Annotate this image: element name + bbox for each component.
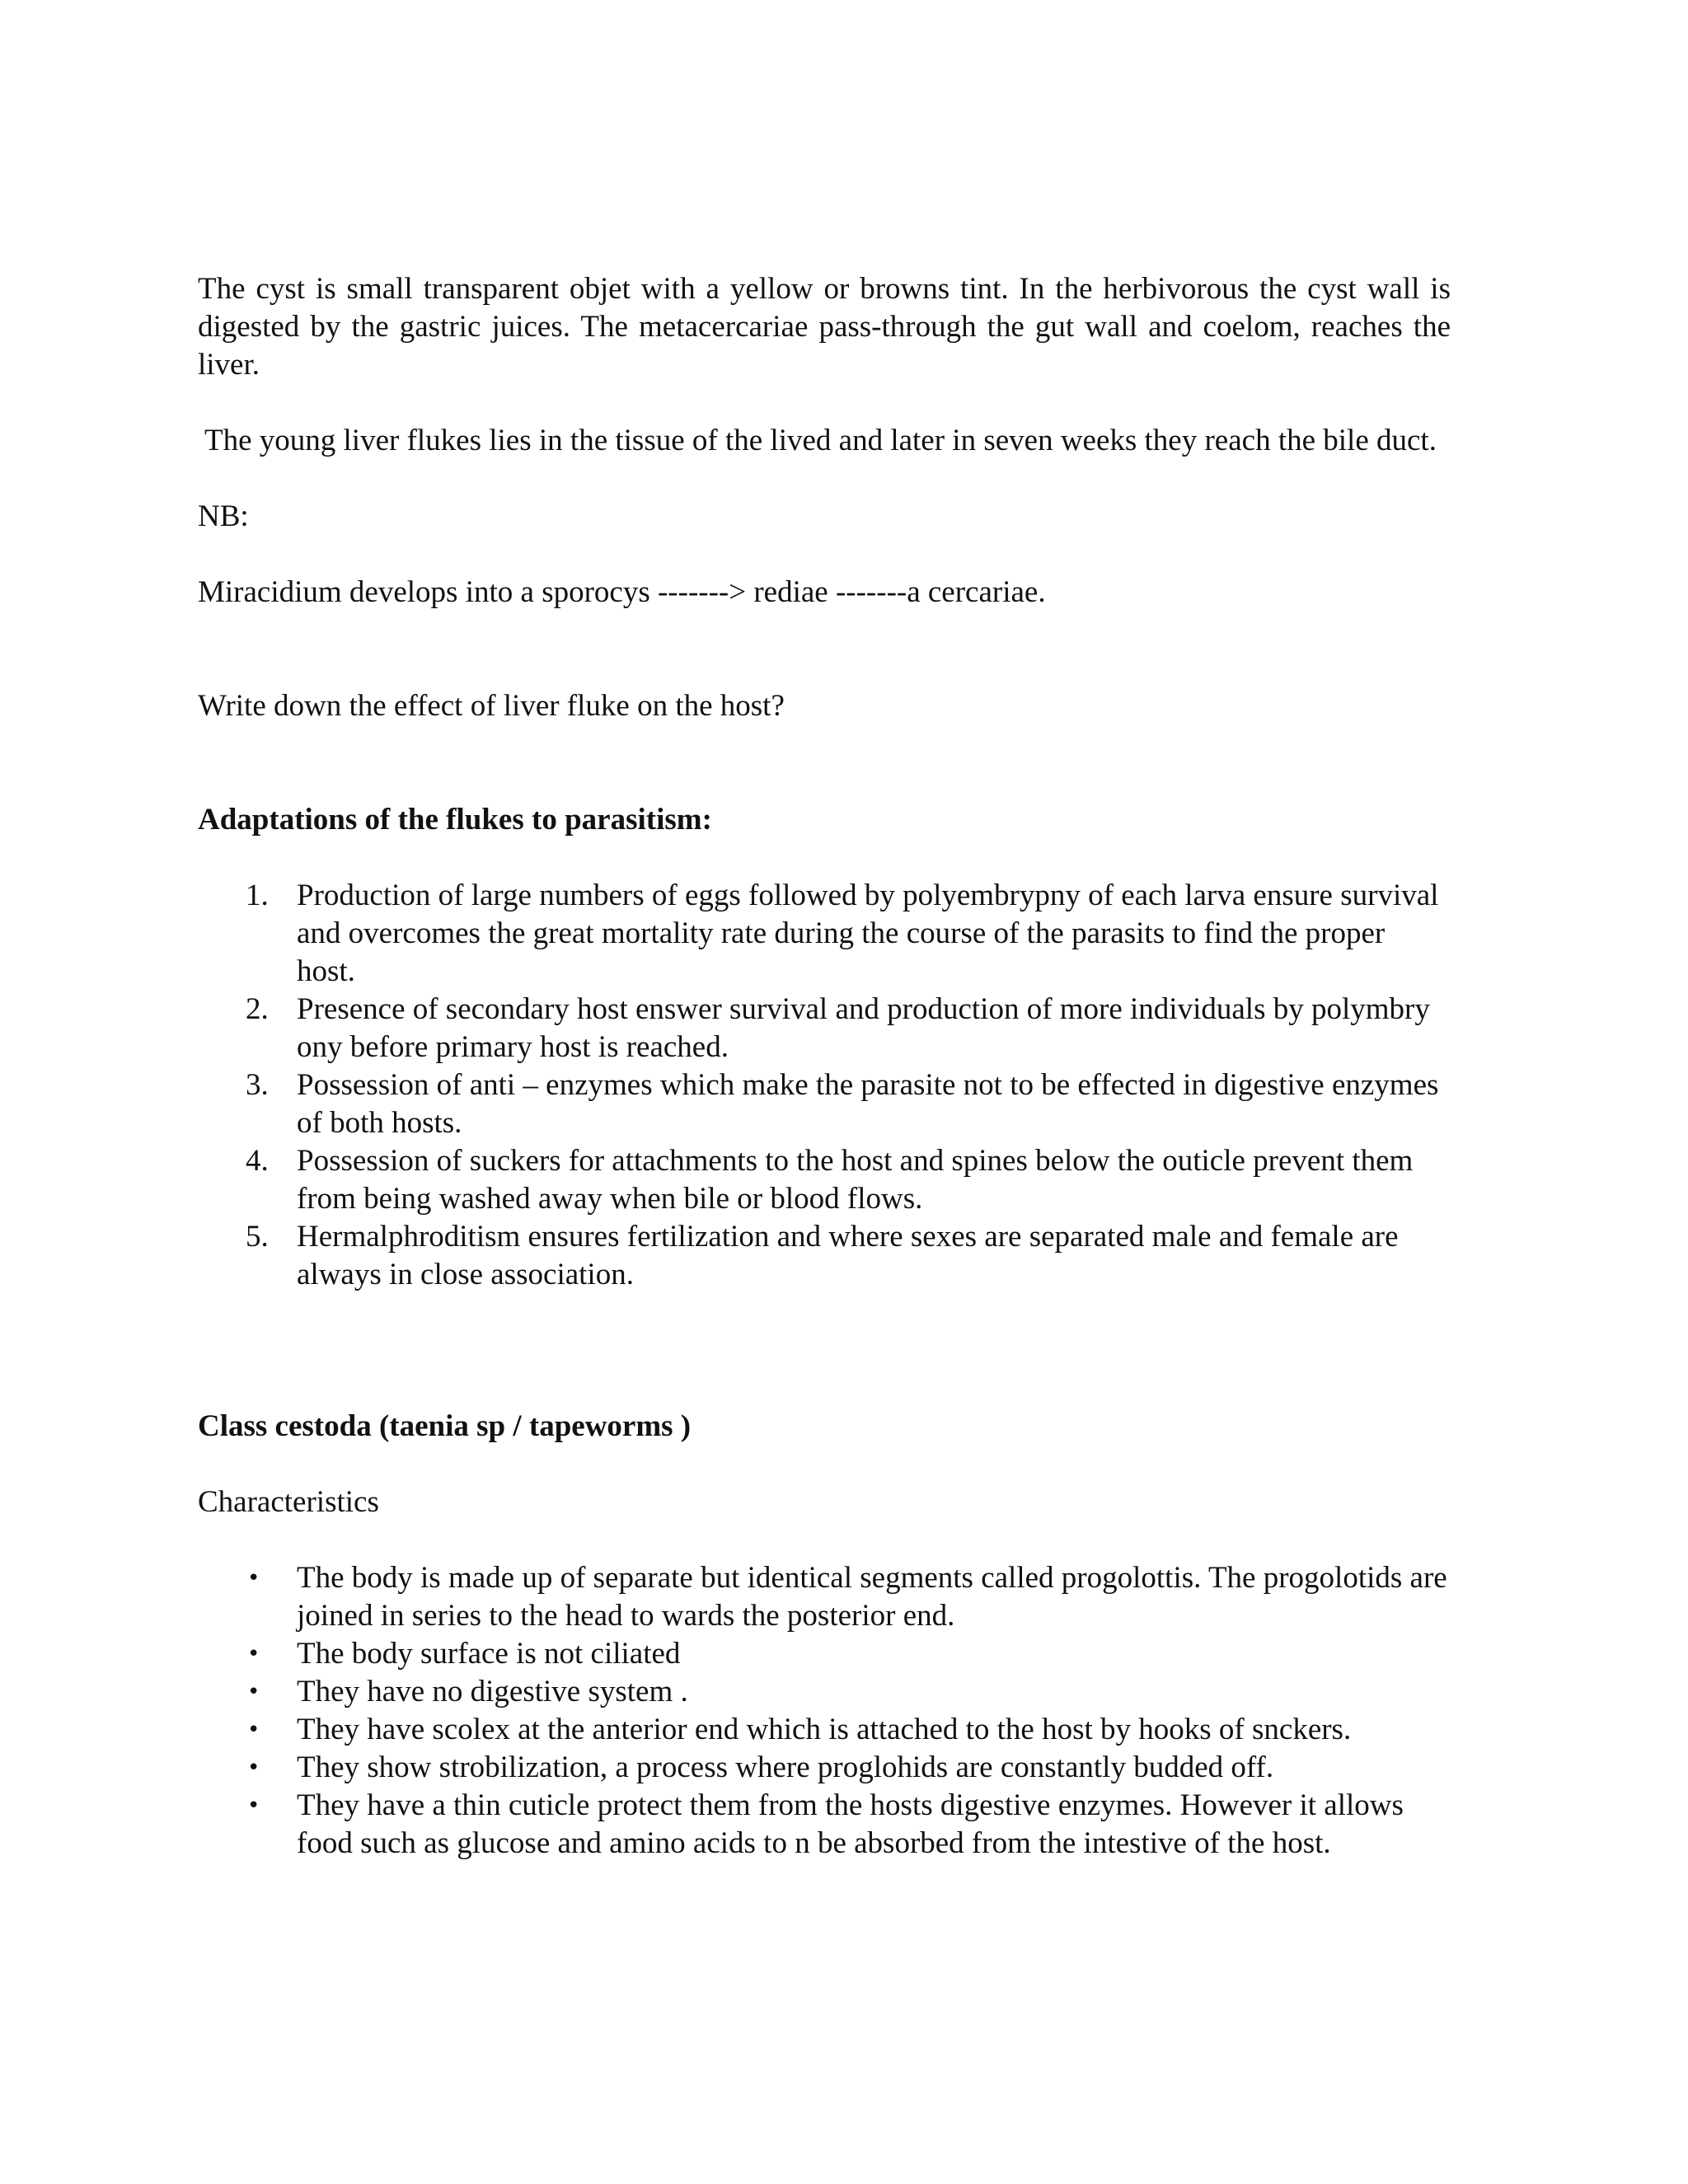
- list-number: 1.: [246, 879, 269, 912]
- bullet-icon: •: [247, 1718, 260, 1742]
- bullet-icon: •: [247, 1680, 260, 1704]
- cestoda-heading: Class cestoda (taenia sp / tapeworms ): [198, 1409, 692, 1443]
- bullet-icon: •: [247, 1642, 260, 1666]
- nb-label: NB:: [198, 499, 249, 533]
- list-item: [198, 1559, 1451, 1635]
- list-item: [198, 877, 1451, 991]
- list-item-text: Hermalphroditism ensures fertilization and where sexes are separated male and female are always in close association.: [297, 1220, 1399, 1291]
- characteristics-subheading: Characteristics: [198, 1485, 379, 1519]
- list-item: [198, 1635, 1451, 1673]
- list-item-text: They have no digestive system .: [297, 1675, 688, 1708]
- question-text: Write down the effect of liver fluke on the host?: [198, 689, 785, 723]
- list-number: 3.: [246, 1068, 269, 1102]
- list-number: 5.: [246, 1220, 269, 1254]
- bullet-icon: •: [247, 1566, 260, 1591]
- paragraph-young-flukes: The young liver flukes lies in the tissue of the lived and later in seven weeks they reach the bile duct.: [204, 424, 1437, 457]
- list-item: [198, 1749, 1451, 1787]
- paragraph-miracidium: Miracidium develops into a sporocys -------> rediae -------a cercariae.: [198, 575, 1046, 609]
- list-item-text: Possession of suckers for attachments to the host and spines below the outicle prevent them from being washed away when bile or blood flows.: [297, 1144, 1414, 1216]
- bullet-icon: •: [247, 1755, 260, 1780]
- list-item-text: The body is made up of separate but identical segments called progolottis. The progolotids are joined in series to the head to wards the posterior end.: [297, 1561, 1447, 1633]
- characteristics-list: [198, 1559, 1451, 1863]
- list-number: 4.: [246, 1144, 269, 1178]
- page-content: [198, 270, 1451, 1863]
- list-number: 2.: [246, 992, 269, 1026]
- list-item: [198, 1142, 1451, 1218]
- list-item: [198, 991, 1451, 1066]
- list-item-text: Presence of secondary host enswer survival and production of more individuals by polymbry ony before primary host is reached.: [297, 992, 1430, 1064]
- bullet-icon: •: [247, 1793, 260, 1818]
- list-item: [198, 1066, 1451, 1142]
- list-item: [198, 1711, 1451, 1749]
- list-item: [198, 1673, 1451, 1711]
- adaptations-heading: Adaptations of the flukes to parasitism:: [198, 803, 712, 837]
- list-item-text: The body surface is not ciliated: [297, 1637, 681, 1671]
- list-item-text: They have a thin cuticle protect them from the hosts digestive enzymes. However it allows food such as glucose and amino acids to n be absorbed from the intestive of the host.: [297, 1788, 1404, 1860]
- adaptations-list: [198, 877, 1451, 1294]
- list-item-text: They show strobilization, a process where proglohids are constantly budded off.: [297, 1750, 1274, 1784]
- list-item: [198, 1787, 1451, 1863]
- list-item: [198, 1218, 1451, 1294]
- paragraph-cyst: The cyst is small transparent objet with a yellow or browns tint. In the herbivorous the cyst wall is digested by the gastric juices. The metacercariae pass-through the gut wall and coelom, reaches the liver.: [198, 272, 1451, 382]
- list-item-text: Production of large numbers of eggs followed by polyembrypny of each larva ensure survival and overcomes the great mortality rate during the course of the parasits to find the proper host.: [297, 879, 1439, 988]
- list-item-text: They have scolex at the anterior end which is attached to the host by hooks of snckers.: [297, 1713, 1352, 1746]
- list-item-text: Possession of anti – enzymes which make the parasite not to be effected in digestive enzymes of both hosts.: [297, 1068, 1439, 1140]
